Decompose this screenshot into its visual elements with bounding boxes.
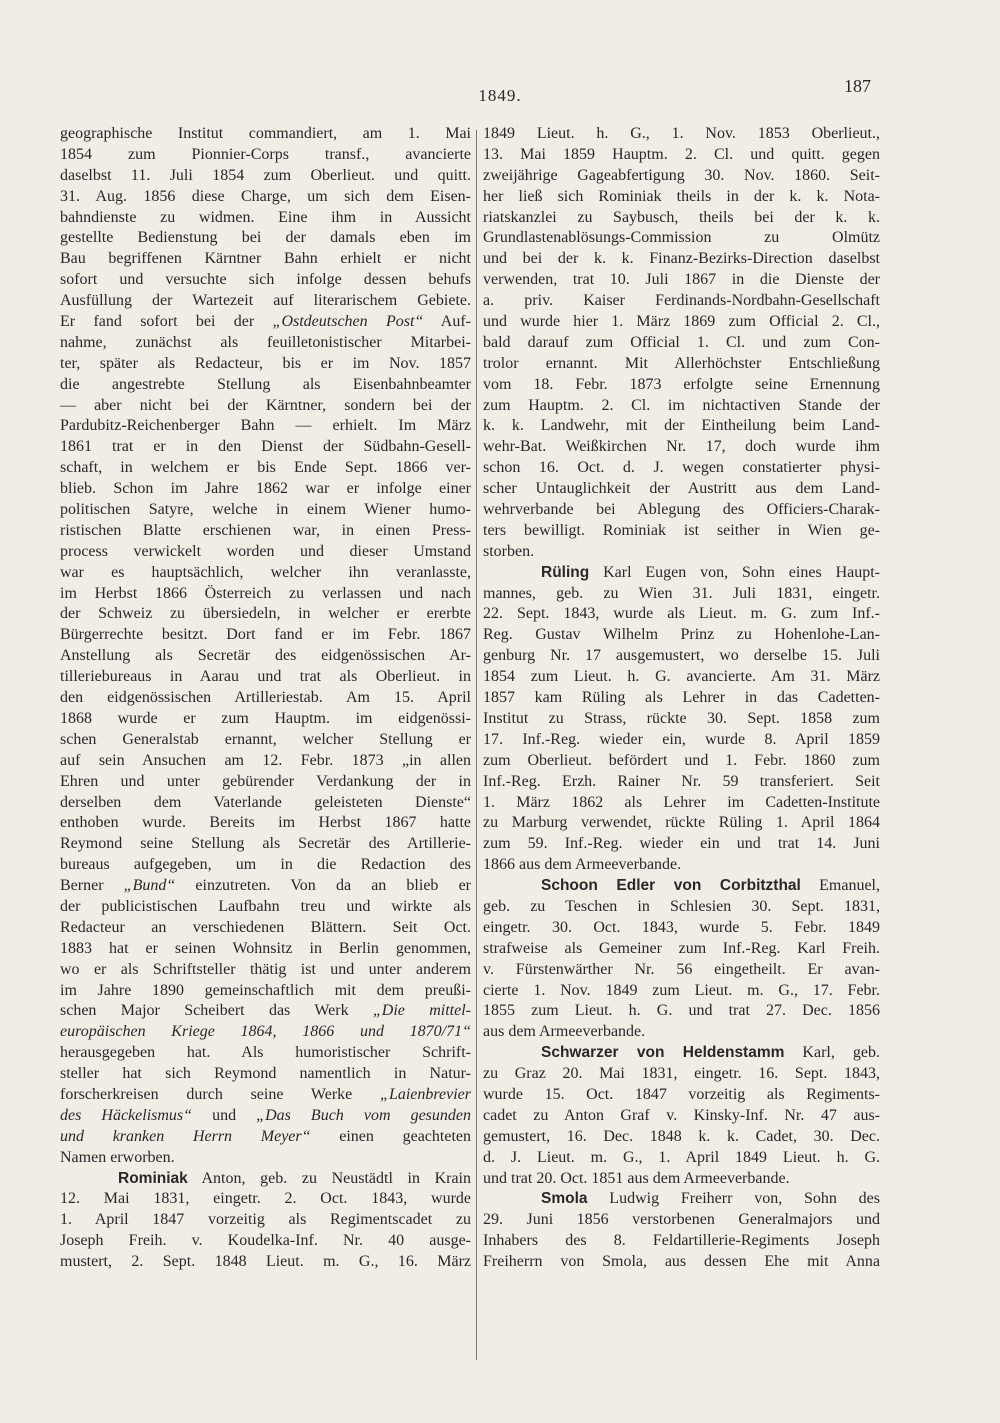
text-line <box>483 1231 880 1252</box>
text-line <box>60 897 471 918</box>
line-text: geographische Institut commandiert, am 1. Mai <box>60 125 471 142</box>
line-text: zum Hauptm. 2. Cl. im nichtactiven Stande der <box>483 396 880 414</box>
text-line <box>60 437 471 458</box>
line-text: v. Fürstenwärther Nr. 56 eingetheilt. Er avan- <box>483 960 880 978</box>
line-text: tilleriebureaus in Aarau und trat als Oberlieut. in <box>60 668 471 686</box>
line-text: 29. Juni 1856 verstorbenen Generalmajors und <box>483 1211 880 1229</box>
line-text: politischen Satyre, welche in einem Wiener humo- <box>60 501 471 519</box>
text-line <box>483 249 880 270</box>
line-text: den eidgenössischen Artilleriestab. Am 15. April <box>60 689 471 707</box>
text-line <box>60 1085 471 1106</box>
line-text: 1857 kam Rüling als Lehrer in das Cadetten- <box>483 689 880 707</box>
line-text: der publicistischen Laufbahn treu und wirkte als <box>60 897 471 915</box>
text-line <box>483 1022 880 1043</box>
text-line <box>60 1189 471 1210</box>
text-line <box>483 354 880 375</box>
entry-name: Schoon Edler von Corbitzthal <box>541 877 801 895</box>
line-text: aus dem Armeeverbande. <box>483 1023 646 1041</box>
text-line <box>483 1189 880 1210</box>
text-line <box>483 584 880 605</box>
text-line <box>483 1064 880 1085</box>
line-text: war es hauptsächlich, welcher ihn veranlasste, <box>60 563 471 581</box>
italic-title: und kranken Herrn Meyer“ <box>60 1127 311 1145</box>
italic-title: des Häckelismus“ <box>60 1106 193 1124</box>
line-text: Bau begriffenen Kärntner Bahn erhielt er nicht <box>60 250 471 268</box>
text-line <box>60 479 471 500</box>
line-text: 1868 wurde er zum Hauptm. im eidgenössi- <box>60 709 471 727</box>
line-text: nahme, zunächst als feuilletonistischer Mitarbei- <box>60 333 471 351</box>
text-line <box>60 333 471 354</box>
text-line <box>60 834 471 855</box>
text-line <box>60 751 471 772</box>
line-text: derselben dem Vaterlande geleisteten Dienste“ <box>60 793 471 811</box>
text-line <box>60 625 471 646</box>
text-line <box>60 1231 471 1252</box>
line-text: strafweise als Gemeiner zum Inf.-Reg. Karl Freih. <box>483 939 880 957</box>
line-text: geb. zu Teschen in Schlesien 30. Sept. 1831, <box>483 897 880 915</box>
text-line <box>483 772 880 793</box>
line-text: 1861 trat er in den Dienst der Südbahn-Gesell- <box>60 438 471 456</box>
text-line <box>60 1127 471 1148</box>
line-text: eingetr. 30. Oct. 1843, wurde 5. Febr. 1849 <box>483 918 880 936</box>
line-text: Anton, geb. zu Neustädtl in Krain <box>187 1169 471 1187</box>
text-line <box>60 813 471 834</box>
text-line <box>483 625 880 646</box>
text-line <box>60 1022 471 1043</box>
text-line <box>60 960 471 981</box>
text-line <box>483 646 880 667</box>
text-line <box>60 855 471 876</box>
text-line <box>483 1210 880 1231</box>
line-text: schaft, in welchem er bis Ende Sept. 1866 ver- <box>60 459 471 477</box>
text-line <box>60 1001 471 1022</box>
text-line <box>483 1127 880 1148</box>
text-line <box>483 145 880 166</box>
text-line <box>60 563 471 584</box>
text-line <box>483 479 880 500</box>
italic-title: „Ostdeutschen Post“ <box>272 313 424 331</box>
line-text: und trat 20. Oct. 1851 aus dem Armeeverbande. <box>483 1169 790 1187</box>
text-line <box>60 604 471 625</box>
line-text: Karl, geb. <box>784 1044 880 1062</box>
line-text: Pardubitz-Reichenberger Bahn — erhielt. Im März <box>60 417 471 435</box>
text-line <box>483 124 880 145</box>
text-line <box>60 772 471 793</box>
text-line <box>60 416 471 437</box>
line-text: im Herbst 1866 Österreich zu verlassen und nach <box>60 584 471 602</box>
line-text: zu Graz 20. Mai 1831, eingetr. 16. Sept. 1843, <box>483 1065 880 1083</box>
text-line <box>483 563 880 584</box>
text-line <box>483 208 880 229</box>
text-line <box>60 793 471 814</box>
line-text: 17. Inf.-Reg. wieder ein, wurde 8. April 1859 <box>483 730 880 748</box>
line-text: trolor ernannt. Mit Allerhöchster Entschließung <box>483 354 880 372</box>
line-text: mustert, 2. Sept. 1848 Lieut. m. G., 16. März <box>60 1253 471 1271</box>
line-text: Namen erworben. <box>60 1148 175 1166</box>
column-divider <box>476 130 477 1360</box>
line-text: riatskanzlei zu Saybusch, theils bei der k. k. <box>483 208 880 226</box>
line-text: 31. Aug. 1856 diese Charge, um sich dem Eisen- <box>60 187 471 205</box>
line-text: gemustert, 16. Dec. 1848 k. k. Cadet, 30. Dec. <box>483 1127 880 1145</box>
text-line <box>60 145 471 166</box>
line-text: im Jahre 1890 gemeinschaftlich mit dem preußi- <box>60 981 471 999</box>
line-text: Karl Eugen von, Sohn eines Haupt- <box>589 563 880 581</box>
text-line <box>483 228 880 249</box>
text-line <box>483 876 880 897</box>
text-line <box>60 1210 471 1231</box>
italic-title: europäischen Kriege 1864, 1866 und 1870/71“ <box>60 1023 471 1041</box>
line-text: auf sein Ansuchen am 12. Febr. 1873 „in allen <box>60 751 471 769</box>
text-line <box>60 667 471 688</box>
line-text: die angestrebte Stellung als Eisenbahnbeamter <box>60 375 471 393</box>
text-line <box>483 855 880 876</box>
text-line <box>483 813 880 834</box>
text-line <box>483 897 880 918</box>
text-line <box>60 208 471 229</box>
line-text: 22. Sept. 1843, wurde als Lieut. m. G. zum Inf.- <box>483 605 880 623</box>
line-text: d. J. Lieut. m. G., 1. April 1849 Lieut. h. G. <box>483 1148 880 1166</box>
line-text: Ehren und unter gebürender Verdankung der in <box>60 772 471 790</box>
text-line <box>60 542 471 563</box>
line-text: der Schweiz zu übersiedeln, in welcher er ererbte <box>60 605 471 623</box>
text-line <box>60 1169 471 1190</box>
line-text: ristischen Blatte erschienen war, in einen Press- <box>60 521 471 539</box>
entry-name: Smola <box>541 1190 588 1208</box>
line-text: ters bewilligt. Rominiak ist seither in Wien ge- <box>483 521 880 539</box>
line-text: bureaus aufgegeben, um in die Redaction des <box>60 856 471 874</box>
right-text-column <box>483 124 880 1374</box>
line-text: schen Major Scheibert das Werk <box>60 1002 373 1020</box>
text-line <box>483 1001 880 1022</box>
text-line <box>60 375 471 396</box>
text-line <box>60 876 471 897</box>
text-line <box>483 1169 880 1190</box>
entry-name: Rüling <box>541 563 590 581</box>
line-text: Berner <box>60 877 124 895</box>
italic-title: „Die mittel- <box>372 1002 471 1020</box>
text-line <box>60 354 471 375</box>
text-line <box>483 166 880 187</box>
line-text: a. priv. Kaiser Ferdinands-Nordbahn-Gesellschaft <box>483 292 880 310</box>
line-text: Freiherrn von Smola, aus dessen Ehe mit Anna <box>483 1253 880 1271</box>
text-line <box>483 960 880 981</box>
line-text: Emanuel, <box>800 877 880 895</box>
text-line <box>483 291 880 312</box>
line-text: cadet zu Anton Graf v. Kinsky-Inf. Nr. 47 aus- <box>483 1106 880 1124</box>
text-line <box>483 437 880 458</box>
text-line <box>60 709 471 730</box>
line-text: zum Oberlieut. befördert und 1. Febr. 1860 zum <box>483 751 880 769</box>
line-text: einen geachteten <box>310 1127 471 1145</box>
line-text: zu Marburg verwendet, rückte Rüling 1. April 1864 <box>483 814 880 832</box>
line-text: forscherkreisen durch seine Werke <box>60 1085 381 1103</box>
line-text: scher Untauglichkeit der Austritt aus dem Land- <box>483 480 880 498</box>
text-line <box>60 124 471 145</box>
text-line <box>483 1252 880 1273</box>
line-text: zum 59. Inf.-Reg. wieder ein und trat 14. Juni <box>483 835 880 853</box>
line-text: Inf.-Reg. Erzh. Rainer Nr. 59 transferiert. Seit <box>483 772 880 790</box>
line-text: 1849 Lieut. h. G., 1. Nov. 1853 Oberlieut., <box>483 125 880 142</box>
text-line <box>60 249 471 270</box>
line-text: ter, später als Redacteur, bis er im Nov. 1857 <box>60 354 471 372</box>
line-text: 13. Mai 1859 Hauptm. 2. Cl. und quitt. gegen <box>483 145 880 163</box>
line-text: und <box>192 1106 257 1124</box>
text-line <box>60 312 471 333</box>
text-line <box>483 981 880 1002</box>
text-line <box>483 521 880 542</box>
line-text: Ausfüllung der Wartezeit auf literarischem Gebiete. <box>60 292 471 310</box>
line-text: 1883 hat er seinen Wohnsitz in Berlin genommen, <box>60 939 471 957</box>
line-text: 1855 zum Lieut. h. G. und trat 27. Dec. 1856 <box>483 1002 880 1020</box>
line-text: einzutreten. Von da an blieb er <box>175 877 471 895</box>
line-text: 1854 zum Lieut. h. G. avancierte. Am 31. März <box>483 668 880 686</box>
text-line <box>60 291 471 312</box>
line-text: Er fand sofort bei der <box>60 313 273 331</box>
line-text: — aber nicht bei der Kärntner, sondern bei der <box>60 396 471 414</box>
text-line <box>483 1106 880 1127</box>
text-line <box>483 709 880 730</box>
entry-name: Schwarzer von Heldenstamm <box>541 1044 785 1062</box>
left-text-column <box>60 124 471 1374</box>
text-line <box>483 1043 880 1064</box>
line-text: Institut zu Strass, rückte 30. Sept. 1858 zum <box>483 709 880 727</box>
entry-name: Rominiak <box>118 1169 188 1187</box>
page-number: 187 <box>844 76 871 96</box>
text-line <box>60 918 471 939</box>
line-text: Auf- <box>423 313 471 331</box>
line-text: bahndienste zu widmen. Eine ihm in Aussicht <box>60 208 471 226</box>
italic-title: „Laienbrevier <box>380 1085 471 1103</box>
text-line <box>483 375 880 396</box>
line-text: Redacteur an verschiedenen Blättern. Seit Oct. <box>60 918 471 936</box>
line-text: Joseph Freih. v. Koudelka-Inf. Nr. 40 ausge- <box>60 1232 471 1250</box>
text-line <box>483 751 880 772</box>
line-text: k. k. Landwehr, mit der Eintheilung beim Land- <box>483 417 880 435</box>
line-text: Reymond seine Stellung als Secretär des Artillerie- <box>60 835 471 853</box>
line-text: her ließ sich Rominiak theils in der k. k. Nota- <box>483 187 880 205</box>
line-text: wehr-Bat. Weißkirchen Nr. 17, doch wurde ihm <box>483 438 880 456</box>
line-text: Anstellung als Secretär des eidgenössischen Ar- <box>60 647 471 665</box>
text-line <box>483 1148 880 1169</box>
line-text: wehrverbande bei Ablegung des Officiers-Charak- <box>483 501 880 519</box>
text-line <box>483 458 880 479</box>
line-text: mannes, geb. zu Wien 31. Juli 1831, eingetr. <box>483 584 880 602</box>
text-line <box>60 1106 471 1127</box>
line-text: und bei der k. k. Finanz-Bezirks-Direction daselbst <box>483 250 880 268</box>
text-line <box>483 939 880 960</box>
line-text: verwenden, trat 10. Juli 1867 in die Dienste der <box>483 271 880 289</box>
text-line <box>60 1148 471 1169</box>
text-line <box>60 396 471 417</box>
text-line <box>483 730 880 751</box>
line-text: herausgegeben hat. Als humoristischer Schrift- <box>60 1044 471 1062</box>
text-line <box>483 416 880 437</box>
text-line <box>483 604 880 625</box>
line-text: enthoben wurde. Bereits im Herbst 1867 hatte <box>60 814 471 832</box>
line-text: wurde 15. Oct. 1847 vorzeitig als Regiments- <box>483 1085 880 1103</box>
line-text: bald darauf zum Official 1. Cl. und zum Con- <box>483 333 880 351</box>
running-head-year: 1849. <box>478 86 522 105</box>
line-text: storben. <box>483 542 535 560</box>
text-line <box>60 187 471 208</box>
text-line <box>60 730 471 751</box>
line-text: 1866 aus dem Armeeverbande. <box>483 856 682 874</box>
text-line <box>483 793 880 814</box>
line-text: und wurde hier 1. März 1869 zum Official 2. Cl., <box>483 313 880 331</box>
line-text: 12. Mai 1831, eingetr. 2. Oct. 1843, wurde <box>60 1190 471 1208</box>
line-text: genburg Nr. 17 ausgemustert, wo derselbe 15. Juli <box>483 647 880 665</box>
text-line <box>60 939 471 960</box>
text-line <box>60 584 471 605</box>
line-text: Inhabers des 8. Feldartillerie-Regiments Joseph <box>483 1232 880 1250</box>
text-line <box>483 542 880 563</box>
text-line <box>60 270 471 291</box>
italic-title: „Bund“ <box>123 877 176 895</box>
line-text: Ludwig Freiherr von, Sohn des <box>587 1190 880 1208</box>
text-line <box>60 500 471 521</box>
line-text: 1854 zum Pionnier-Corps transf., avancierte <box>60 145 471 163</box>
text-line <box>60 1043 471 1064</box>
text-line <box>60 1064 471 1085</box>
text-line <box>483 918 880 939</box>
line-text: schon 16. Oct. d. J. wegen constatierter physi- <box>483 459 880 477</box>
text-line <box>60 521 471 542</box>
text-line <box>483 500 880 521</box>
text-line <box>483 312 880 333</box>
text-line <box>60 688 471 709</box>
line-text: schen Generalstab ernannt, welcher Stellung er <box>60 730 471 748</box>
text-line <box>483 270 880 291</box>
line-text: 1. April 1847 vorzeitig als Regimentscadet zu <box>60 1211 471 1229</box>
line-text: sofort und versuchte sich infolge dessen behufs <box>60 271 471 289</box>
line-text: 1. März 1862 als Lehrer im Cadetten-Institute <box>483 793 880 811</box>
line-text: steller hat sich Reymond namentlich in Natur- <box>60 1065 471 1083</box>
text-line <box>60 458 471 479</box>
line-text: zweijährige Gageabfertigung 30. Nov. 1860. Seit- <box>483 166 880 184</box>
line-text: gestellte Bedienstung bei der damals eben im <box>60 229 471 247</box>
text-line <box>483 834 880 855</box>
line-text: daselbst 11. Juli 1854 zum Oberlieut. und quitt. <box>60 166 471 184</box>
text-line <box>483 1085 880 1106</box>
text-line <box>483 688 880 709</box>
line-text: Bürgerrechte besitzt. Dort fand er im Febr. 1867 <box>60 626 471 644</box>
italic-title: „Das Buch vom gesunden <box>256 1106 471 1124</box>
text-line <box>60 166 471 187</box>
text-line <box>60 228 471 249</box>
line-text: Grundlastenablösungs-Commission zu Olmütz <box>483 229 880 247</box>
text-line <box>483 187 880 208</box>
text-line <box>60 1252 471 1273</box>
text-line <box>60 646 471 667</box>
line-text: vom 18. Febr. 1873 erfolgte seine Ernennung <box>483 375 880 393</box>
line-text: Reg. Gustav Wilhelm Prinz zu Hohenlohe-Lan- <box>483 626 880 644</box>
line-text: wo er als Schriftsteller thätig ist und unter anderem <box>60 960 471 978</box>
text-line <box>60 981 471 1002</box>
line-text: blieb. Schon im Jahre 1862 war er infolge einer <box>60 480 471 498</box>
line-text: process verwickelt worden und dieser Umstand <box>60 542 471 560</box>
text-line <box>483 667 880 688</box>
text-line <box>483 333 880 354</box>
text-line <box>483 396 880 417</box>
line-text: cierte 1. Nov. 1849 zum Lieut. m. G., 17. Febr. <box>483 981 880 999</box>
